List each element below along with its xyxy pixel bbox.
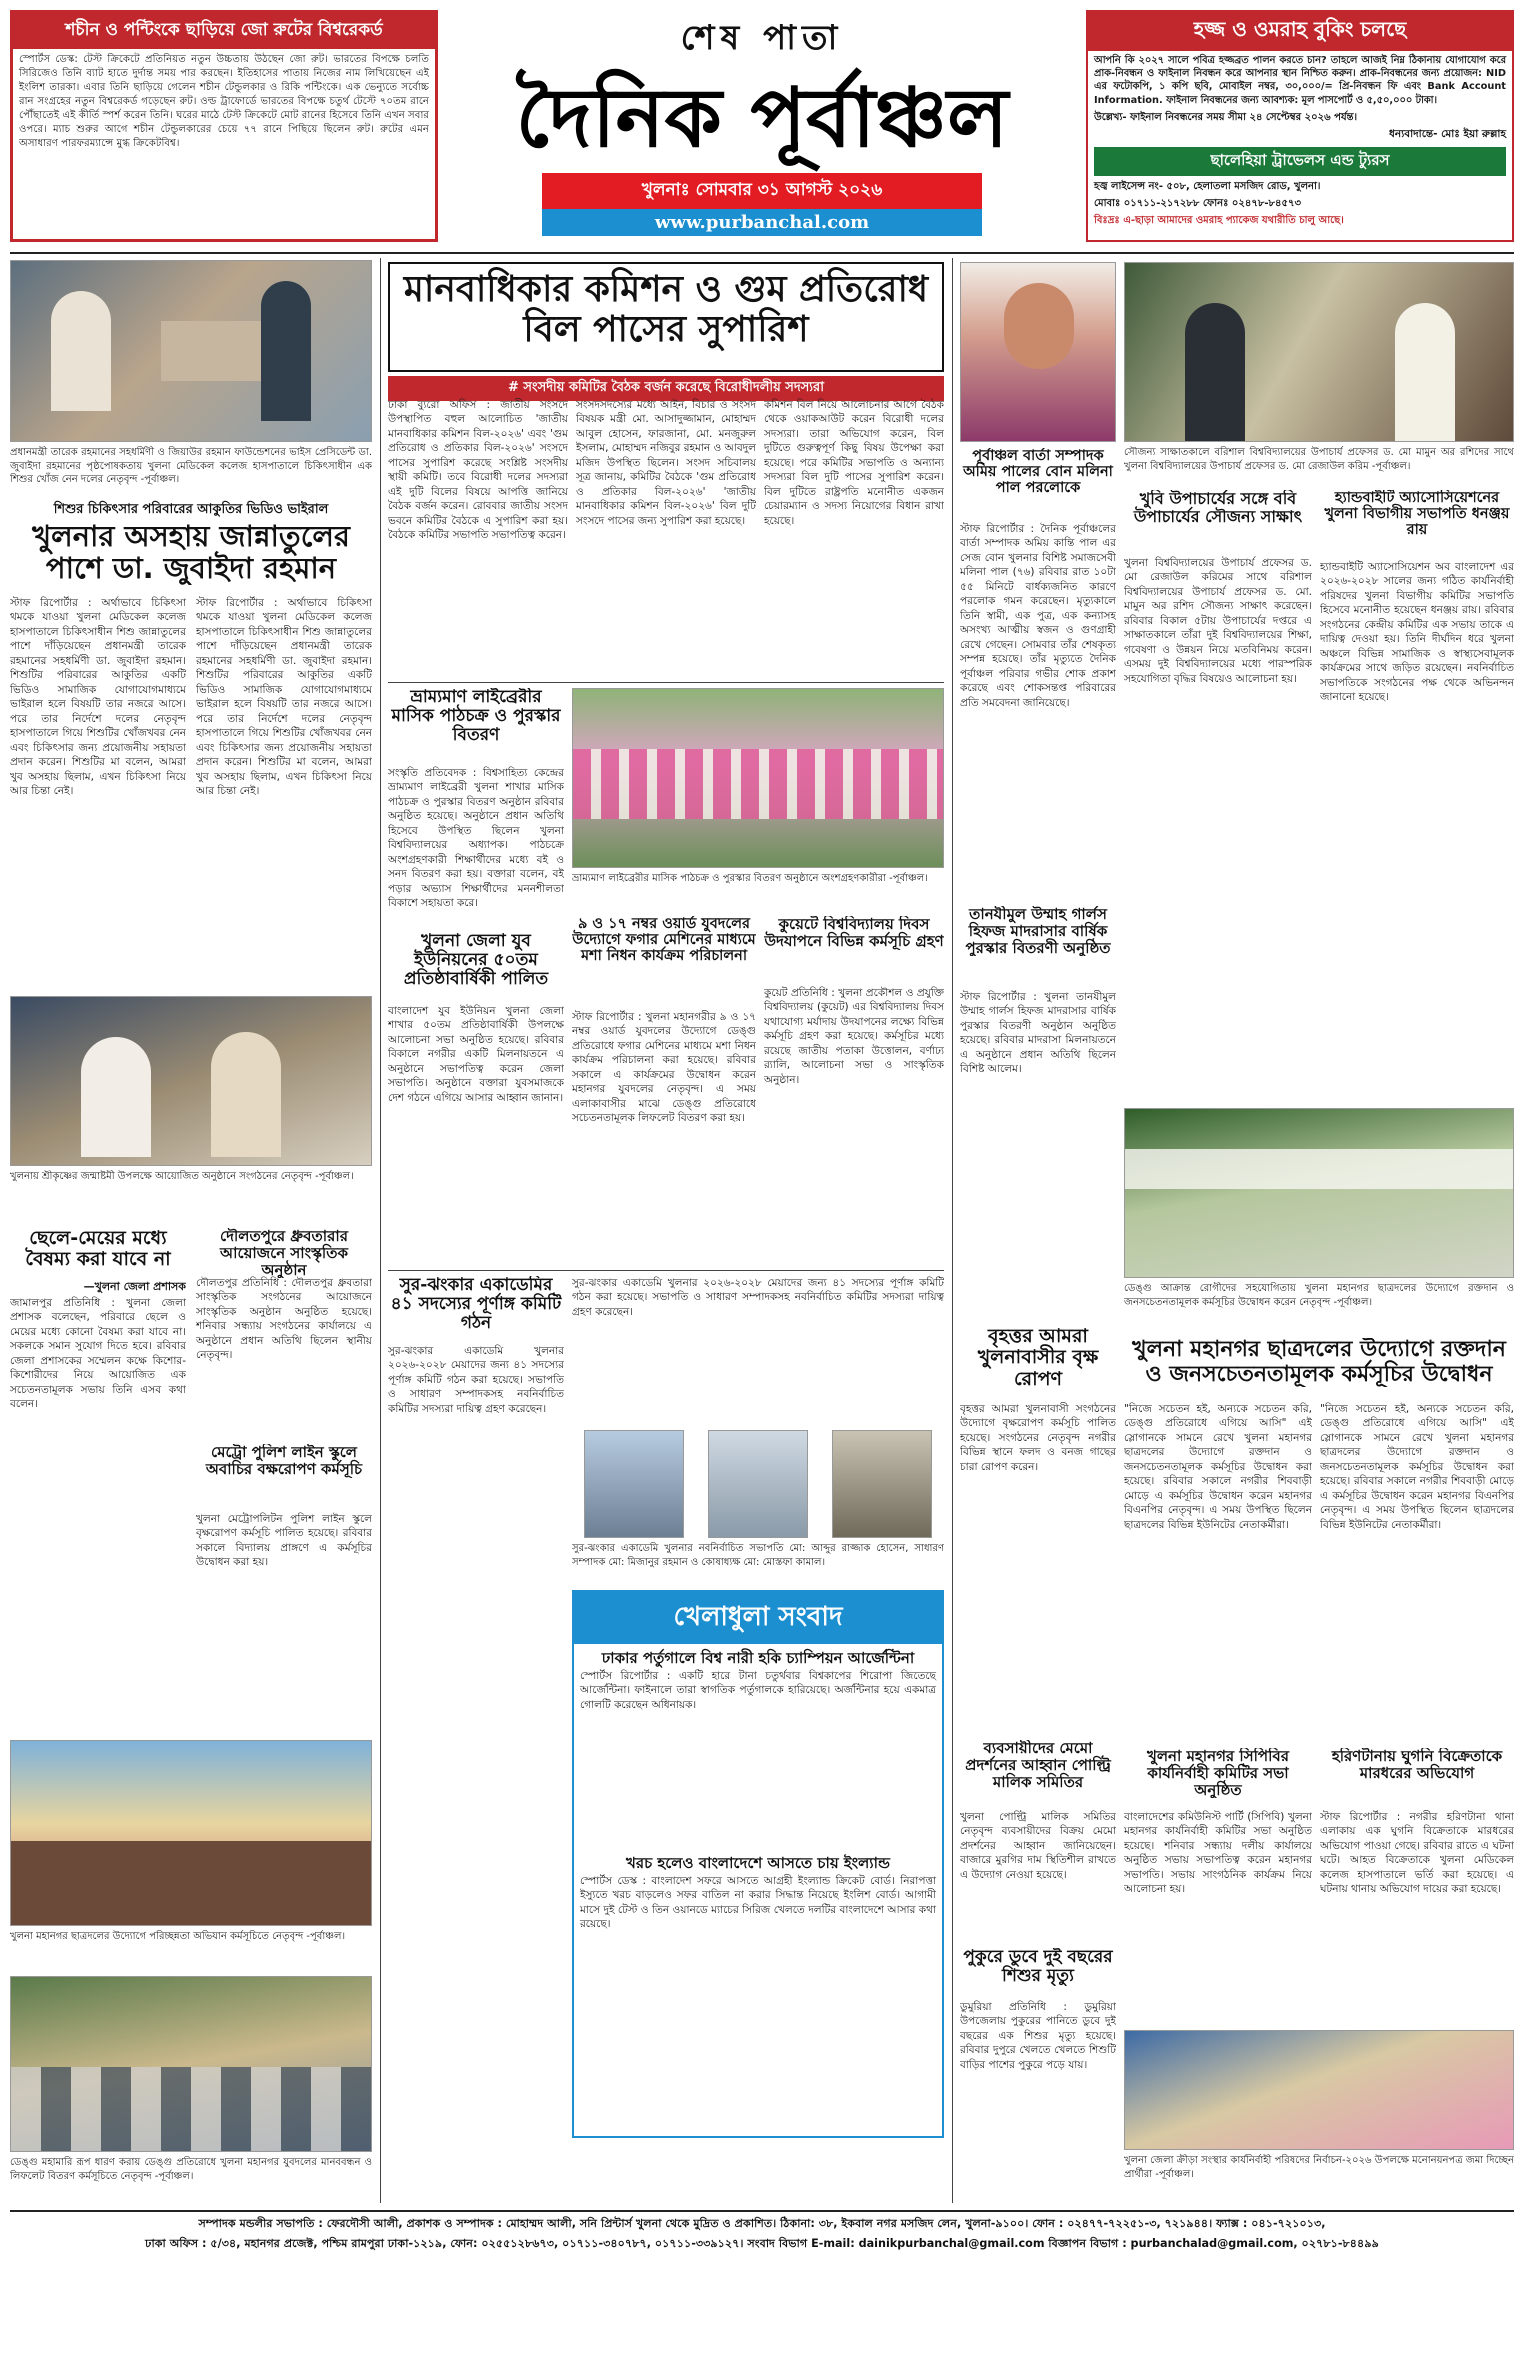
chhele-body: জামালপুর প্রতিনিধি : খুলনা জেলা প্রশাসক বলেছেন, পরিবারে ছেলে ও মেয়ের মধ্যে কোনো বৈষম্য করা যাবে না। সকলকে সমান সুযোগ দিতে হবে। রবিবার জেলা প্রশাসকের সম্মেলন কক্ষে কিশোর-কিশোরীদের নিয়ে আয়োজিত এক সচেতনতামূলক সভায় তিনি এসব কথা বলেন। bbox=[10, 1297, 186, 1411]
ribbon-photo bbox=[10, 1740, 372, 1926]
ad-phone: মোবাঃ ০১৭১১-২১৭২৮৮ ফোনঃ ০২৪৭৮-৮৪৫৭৩ bbox=[1094, 197, 1302, 209]
chhatra-headline: খুলনা মহানগর ছাত্রদলের উদ্যোগে রক্তদান ও জনসচেতনতামূলক কর্মসূচির উদ্বোধন bbox=[1132, 1338, 1506, 1387]
portrait-treasurer bbox=[832, 1430, 932, 1538]
dengue-photo bbox=[10, 1976, 372, 2152]
imprint-line-2: ঢাকা অফিস : ৫/৩৪, মহানগর প্রজেক্ট, পশ্চিম রামপুরা ঢাকা-১২১৯, ফোন: ০২৫৫১২৮৬৭৩, ০১৭১১-৩৪০৭৮৭, ০১৭১১-৩৩৯১২৭। সংবাদ বিভাগ E-mail: dainikpurbanchal@gmail.com বিজ্ঞাপন বিভাগ : purbanchalad@gmail.com, ০২৭৮১-৮৪৪৯৯ bbox=[145, 2237, 1379, 2250]
ad-title: হজ্জ ও ওমরাহ বুকিং চলছে bbox=[1088, 12, 1512, 51]
vc-caption: সৌজন্য সাক্ষাতকালে বরিশাল বিশ্ববিদ্যালয়ের উপাচার্য প্রফেসর ড. মো মামুন অর রশিদের সাথে খুলনা বিশ্ববিদ্যালয়ের উপাচার্য প্রফেসর ড. মো রেজাউল করিম -পূর্বাঞ্চল। bbox=[1124, 447, 1514, 472]
kuet-body: কুয়েট প্রতিনিধি : খুলনা প্রকৌশল ও প্রযুক্তি বিশ্ববিদ্যালয় (কুয়েট) এর বিশ্ববিদ্যালয় দিবস যথাযোগ্য মর্যাদায় উদযাপনের লক্ষ্যে বিভিন্ন কর্মসূচি গ্রহণ করা হয়েছে। কর্মসূচির মধ্যে রয়েছে জাতীয় পতাকা উত্তোলন, বর্ণাঢ্য র‍্যালি, আলোচনা সভা ও সাংস্কৃতিক অনুষ্ঠান। bbox=[764, 987, 944, 1086]
pukur-headline: পুকুরে ডুবে দুই বছরের শিশুর মৃত্যু bbox=[963, 1948, 1113, 1987]
sur-caption: সুর-ঝংকার একাডেমি খুলনার নবনির্বাচিত সভাপতি মো: আব্দুর রাজ্জাক হোসেন, সাধারণ সম্পাদক মো: মিজানুর রহমান ও কোষাধ্যক্ষ মো: মোস্তফা কামাল। bbox=[572, 1543, 944, 1568]
harin-body: স্টাফ রিপোর্টার : নগরীর হরিণটানা থানা এলাকায় এক ঘুগনি বিক্রেতাকে মারধরের অভিযোগ পাওয়া গেছে। রবিবার রাতে এ ঘটনা ঘটে। আহত বিক্রেতাকে খুলনা মেডিকেল কলেজ হাসপাতালে ভর্তি করা হয়েছে। এ ঘটনায় থানায় অভিযোগ দায়ের করা হয়েছে। bbox=[1320, 1811, 1514, 1896]
sports-headline-2: খরচ হলেও বাংলাদেশে আসতে চায় ইংল্যান্ড bbox=[625, 1853, 890, 1872]
brikkho-body: বৃহত্তর আমরা খুলনাবাসী সংগঠনের উদ্যোগে বৃক্ষরোপণ কর্মসূচি পালিত হয়েছে। সংগঠনের নেতৃবৃন্দ নগরীর বিভিন্ন স্থানে ফলদ ও বনজ গাছের চারা রোপণ করেন। bbox=[960, 1403, 1116, 1473]
chhatra-caption: ডেঙ্গু আক্রান্ত রোগীদের সহযোগিতায় খুলনা মহানগর ছাত্রদলের উদ্যোগে রক্তদান ও জনসচেতনতামূলক কর্মসূচির উদ্বোধন করেন নেতৃবৃন্দ -পূর্বাঞ্চল। bbox=[1124, 1283, 1514, 1308]
hospital-body-1: স্টাফ রিপোর্টার : অর্থাভাবে চিকিৎসা থমকে যাওয়া খুলনা মেডিকেল কলেজ হাসপাতালে চিকিৎসাধীন শিশু জান্নাতুলের পাশে দাঁড়িয়েছেন প্রধানমন্ত্রী তারেক রহমানের সহধর্মিণী ডা. জুবাইদা রহমান। শিশুটির পরিবারের আকুতির একটি ভিডিও সামাজিক যোগাযোগমাধ্যমে ভাইরাল হলে বিষয়টি তার নজরে আসে। পরে তার নির্দেশে দলের নেতৃবৃন্দ হাসপাতালে গিয়ে শিশুটির খোঁজখবর নেন এবং চিকিৎসার জন্য প্রয়োজনীয় সহায়তা প্রদান করেন। শিশুটির মা বলেন, আমরা খুব অসহায় ছিলাম, এখন চিকিৎসা নিয়ে আর চিন্তা নেই। bbox=[10, 597, 186, 798]
doulat-headline: দৌলতপুরে ধ্রুবতারার আয়োজনে সাংস্কৃতিক অনুষ্ঠান bbox=[220, 1228, 348, 1279]
ad-thanks: ধন্যবাদান্তে- মোঃ ইয়া রুল্লাহ bbox=[1389, 127, 1506, 140]
brikkho-headline: বৃহত্তর আমরা খুলনাবাসীর বৃক্ষ রোপণ bbox=[977, 1326, 1099, 1390]
hb-body: হ্যান্ডবাইটি অ্যাসোসিয়েশন অব বাংলাদেশ এর ২০২৬-২০২৮ সালের জন্য গঠিত কার্যনির্বাহী পরিষদের খুলনা বিভাগীয় কমিটির সভাপতি হিসেবে মনোনীত হয়েছেন ধনঞ্জয় রায়। রবিবার সংগঠনের কেন্দ্রীয় কমিটির এক সভায় তাকে এ দায়িত্ব দেওয়া হয়। তিনি দীর্ঘদিন ধরে খুলনা অঞ্চলে বিভিন্ন সামাজিক ও স্বাস্থ্যসেবামূলক কার্যক্রমের সাথে জড়িত রয়েছেন। নবনির্বাচিত সভাপতিকে সংগঠনের পক্ষ থেকে অভিনন্দন জানানো হয়েছে। bbox=[1320, 561, 1514, 704]
hospital-headline: খুলনার অসহায় জান্নাতুলের পাশে ডা. জুবাইদা রহমান bbox=[32, 520, 350, 585]
ad-deadline: উল্লেখ্য- ফাইনাল নিবন্ধনের সময় সীমা ২৪ সেপ্টেম্বর ২০২৬ পর্যন্ত। bbox=[1094, 111, 1358, 123]
sports-body-photo bbox=[1124, 2030, 1514, 2150]
portrait-president bbox=[584, 1430, 684, 1538]
chhele-byline: —খুলনা জেলা প্রশাসক bbox=[83, 1280, 186, 1293]
section-name: শেষ পাতা bbox=[680, 18, 844, 58]
lead-body-3: কমিশন বিল নিয়ে আলোচনার আগে বৈঠক থেকে ওয়াকআউট করেন বিরোধী দলের সদস্যরা। তারা অভিযোগ করেন, বিল দুটিতে গুরুত্বপূর্ণ কিছু বিষয় উপেক্ষা করা হয়েছে। পরে কমিটির সভাপতি ও অন্যান্য সদস্যরা বিল দুটি পাসের সুপারিশ করেন। বিল দুটিতে রাষ্ট্রপতি মনোনীত একজন চেয়ারম্যান ও সদস্য নিয়োগের বিধান রাখা হয়েছে। bbox=[764, 399, 944, 527]
chhatra-body-1: "নিজে সচেতন হই, অন্যকে সচেতন করি, ডেঙ্গু প্রতিরোধে এগিয়ে আসি" এই স্লোগানকে সামনে রেখে খুলনা মহানগর ছাত্রদলের উদ্যোগে রক্তদান ও জনসচেতনতামূলক কর্মসূচির উদ্বোধন করা হয়েছে। রবিবার সকালে নগরীর শিববাড়ী মোড়ে এ কর্মসূচির উদ্বোধন করেন মহানগর বিএনপির নেতৃবৃন্দ। এ সময় উপস্থিত ছিলেন ছাত্রদলের বিভিন্ন ইউনিটের নেতাকর্মীরা। bbox=[1124, 1403, 1312, 1531]
lead-headline-box bbox=[388, 262, 944, 372]
dengue-caption: ডেঙ্গু মহামারি রূপ ধারণ করায় ডেঙ্গু প্রতিরোধে খুলনা মহানগর যুবদলের মানববন্ধন ও লিফলেট বিতরণ কর্মসূচিতে নেতৃবৃন্দ -পূর্বাঞ্চল। bbox=[10, 2157, 372, 2182]
vc-body: খুলনা বিশ্ববিদ্যালয়ের উপাচার্য প্রফেসর ড. মো রেজাউল করিমের সাথে বরিশাল বিশ্ববিদ্যালয়ের উপাচার্য প্রফেসর ড. মো. মামুন অর রশিদ সৌজন্য সাক্ষাৎ করেছেন। রবিবার বিকাল ৫টায় উপাচার্যের দপ্তরে এ সাক্ষাতকালে তাঁরা দুই বিশ্ববিদ্যালয়ের শিক্ষা, গবেষণা ও উন্নয়ন নিয়ে মতবিনিময় করেন। এসময় দুই বিশ্ববিদ্যালয়ের মধ্যে পারস্পরিক সহযোগিতা বৃদ্ধির বিষয়েও আলোচনা হয়। bbox=[1124, 557, 1312, 685]
top-left-body: স্পোর্টস ডেস্ক: টেস্ট ক্রিকেটে প্রতিনিয়ত নতুন উচ্চতায় উঠছেন জো রুট। ভারতের বিপক্ষে চলতি সিরিজেও তিনি ব্যাট হাতে দুর্দান্ত সময় পার করছেন। ইতিহাসের পাতায় নিজের নাম লিখিয়েছেন এই ইংলিশ তারকা। এবার তিনি ছাড়িয়ে গেলেন শচীন টেন্ডুলকার ও রিকি পন্টিংকে। এক ভেন্যুতে সর্বোচ্চ রান সংগ্রহের নতুন বিশ্বরেকর্ড গড়েছেন রুট। ওল্ড ট্রাফোর্ডে ভারতের বিপক্ষে চতুর্থ টেস্টে ৭০তম রানে পৌঁছাতেই এই কীর্তি স্পর্শ করেন তিনি। ঘরের মাঠে টেস্ট ক্রিকেটে মোট রানের হিসেবে তিনি এখন সবার ওপরে। ম্যাচ শুরুর আগে শচীন টেন্ডুলকারের চেয়ে ৭৭ রানে পিছিয়ে ছিলেন রুট। রুটের এমন অসাধারণ পারফরম্যান্সে মুগ্ধ ক্রিকেটবিশ্ব। bbox=[19, 54, 429, 150]
cpb-headline: খুলনা মহানগর সিপিবির কার্যনির্বাহী কমিটির সভা অনুষ্ঠিত bbox=[1147, 1748, 1289, 1799]
chhele-headline: ছেলে-মেয়ের মধ্যে বৈষম্য করা যাবে না bbox=[25, 1228, 171, 1271]
metro-headline: মেট্রো পুলিশ লাইন স্কুলে অবাচির বক্ষরোপণ কর্মসূচি bbox=[205, 1444, 363, 1478]
vc-photo bbox=[1124, 262, 1514, 442]
hb-headline: হ্যান্ডবাইটি অ্যাসোসিয়েশনের খুলনা বিভাগীয় সভাপতি ধনঞ্জয় রায় bbox=[1324, 490, 1510, 539]
hospital-caption: প্রধানমন্ত্রী তারেক রহমানের সহধর্মিণী ও জিয়াউর রহমান ফাউন্ডেশনের ভাইস প্রেসিডেন্ট ডা. জুবাইদা রহমানের পৃষ্ঠপোষকতায় খুলনা মেডিকেল কলেজ হাসপাতালে চিকিৎসাধীন এক শিশুর খোঁজ নেন দলের নেতৃবৃন্দ -পূর্বাঞ্চল। bbox=[10, 447, 372, 485]
sur-body-2: সুর-ঝংকার একাডেমি খুলনার ২০২৬-২০২৮ মেয়াদের জন্য ৪১ সদস্যের পূর্ণাঙ্গ কমিটি গঠন করা হয়েছে। সভাপতি ও সাধারণ সম্পাদকসহ নবনির্বাচিত কমিটির সদস্যরা দায়িত্ব গ্রহণ করেছেন। bbox=[572, 1277, 944, 1318]
ribbon-caption: খুলনা মহানগর ছাত্রদলের উদ্যোগে পরিচ্ছন্নতা অভিযান কর্মসূচিতে নেতৃবৃন্দ -পূর্বাঞ্চল। bbox=[10, 1931, 346, 1942]
byabshayi-body: খুলনা পোল্ট্রি মালিক সমিতির নেতৃবৃন্দ ব্যবসায়ীদের বিক্রয় মেমো প্রদর্শনের আহ্বান জানিয়েছেন। বাজারে মুরগির দাম স্থিতিশীল রাখতে এ উদ্যোগ নেওয়া হয়েছে। bbox=[960, 1811, 1116, 1881]
newspaper-name: দৈনিক পূর্বাঞ্চল bbox=[515, 70, 1009, 166]
sur-body: সুর-ঝংকার একাডেমি খুলনার ২০২৬-২০২৮ মেয়াদের জন্য ৪১ সদস্যের পূর্ণাঙ্গ কমিটি গঠন করা হয়েছে। সভাপতি ও সাধারণ সম্পাদকসহ নবনির্বাচিত কমিটির সদস্যরা দায়িত্ব গ্রহণ করেছেন। bbox=[388, 1345, 564, 1415]
lead-body-1: ঢাকা ব্যুরো অফিস : জাতীয় সংসদে উপস্থাপিত বহুল আলোচিত 'জাতীয় মানবাধিকার কমিশন বিল-২০২৬' এবং 'গুম প্রতিরোধ ও প্রতিকার বিল-২০২৬' সংসদে পাসের সুপারিশ করেছে সংশ্লিষ্ট সংসদীয় স্থায়ী কমিটি। তবে বিরোধী দলের সদস্যরা এই দুটি বিলের বিষয়ে আপত্তি জানিয়ে বৈঠক বর্জন করেন। রোববার জাতীয় সংসদ ভবনে কমিটির বৈঠকে এ সুপারিশ করা হয়। বৈঠকে কমিটির সভাপতি সভাপতিত্ব করেন। bbox=[388, 399, 568, 542]
chhatra-body-2: "নিজে সচেতন হই, অন্যকে সচেতন করি, ডেঙ্গু প্রতিরোধে এগিয়ে আসি" এই স্লোগানকে সামনে রেখে খুলনা মহানগর ছাত্রদলের উদ্যোগে রক্তদান ও জনসচেতনতামূলক কর্মসূচির উদ্বোধন করা হয়েছে। রবিবার সকালে নগরীর শিববাড়ী মোড়ে এ কর্মসূচির উদ্বোধন করেন মহানগর বিএনপির নেতৃবৃন্দ। এ সময় উপস্থিত ছিলেন ছাত্রদলের বিভিন্ন ইউনিটের নেতাকর্মীরা। bbox=[1320, 1403, 1514, 1531]
ward-body: স্টাফ রিপোর্টার : খুলনা মহানগরীর ৯ ও ১৭ নম্বর ওয়ার্ড যুবদলের উদ্যোগে ডেঙ্গু প্রতিরোধে ফগার মেশিনের মাধ্যমে মশা নিধন কার্যক্রম পরিচালনা করা হয়েছে। রবিবার সকালে এ কার্যক্রমের উদ্বোধন করেন মহানগর যুবদলের নেতৃবৃন্দ। এ সময় এলাকাবাসীর মাঝে ডেঙ্গু প্রতিরোধে সচেতনতামূলক লিফলেট বিতরণ করা হয়। bbox=[572, 1011, 756, 1125]
masthead bbox=[446, 10, 1078, 250]
sur-portraits bbox=[572, 1430, 944, 1538]
jubo-body: বাংলাদেশ যুব ইউনিয়ন খুলনা জেলা শাখার ৫০তম প্রতিষ্ঠাবার্ষিকী উপলক্ষে আলোচনা সভা অনুষ্ঠিত হয়েছে। রবিবার বিকালে নগরীর একটি মিলনায়তনে এ অনুষ্ঠানে সভাপতিত্ব করেন জেলা সভাপতি। অনুষ্ঠানে বক্তারা যুবসমাজকে দেশ গঠনে এগিয়ে আসার আহ্বান জানান। bbox=[388, 1005, 564, 1104]
doulat-body: দৌলতপুর প্রতিনিধি : দৌলতপুর ধ্রুবতারা সাংস্কৃতিক সংগঠনের আয়োজনে সাংস্কৃতিক অনুষ্ঠান অনুষ্ঠিত হয়েছে। শনিবার সন্ধ্যায় সংগঠনের কার্যালয়ে এ অনুষ্ঠানে প্রধান অতিথি ছিলেন স্থানীয় নেতৃবৃন্দ। bbox=[196, 1277, 372, 1362]
sports-headline-1: ঢাকার পর্তুগালে বিশ্ব নারী হকি চ্যাম্পিয়ন আর্জেন্টিনা bbox=[601, 1649, 915, 1667]
sports-body-caption: খুলনা জেলা ক্রীড়া সংস্থার কার্যনির্বাহী পরিষদের নির্বাচন-২০২৬ উপলক্ষে মনোনয়নপত্র জমা দিচ্ছেন প্রার্থীরা -পূর্বাঞ্চল। bbox=[1124, 2155, 1514, 2180]
harin-headline: হরিণটানায় ঘুগনি বিক্রেতাকে মারধরের অভিযোগ bbox=[1331, 1748, 1503, 1782]
vc-headline: খুবি উপাচার্যের সঙ্গে ববি উপাচার্যের সৌজন্য সাক্ষাৎ bbox=[1133, 490, 1303, 526]
ad-address: হজ্ব লাইসেন্স নং- ৫০৮, হেলাতলা মসজিদ রোড, খুলনা। bbox=[1094, 180, 1321, 192]
cpb-body: বাংলাদেশের কমিউনিস্ট পার্টি (সিপিবি) খুলনা মহানগর কার্যনির্বাহী কমিটির সভা অনুষ্ঠিত হয়েছে। শনিবার সন্ধ্যায় দলীয় কার্যালয়ে অনুষ্ঠিত সভায় সভাপতিত্ব করেন মহানগর সভাপতি। সভায় সাংগঠনিক কার্যক্রম নিয়ে আলোচনা হয়। bbox=[1124, 1811, 1312, 1896]
dateline: খুলনাঃ সোমবার ৩১ আগস্ট ২০২৬ bbox=[542, 173, 982, 209]
ward-headline: ৯ ও ১৭ নম্বর ওয়ার্ড যুবদলের উদ্যোগে ফগার মেশিনের মাধ্যমে মশা নিধন কার্যক্রম পরিচালনা bbox=[572, 916, 756, 965]
portrait-secretary bbox=[708, 1430, 808, 1538]
puja-photo bbox=[10, 996, 372, 1166]
sports-section bbox=[572, 1590, 944, 2138]
library-caption: ভ্রাম্যমাণ লাইব্রেরীর মাসিক পাঠচক্র ও পুরস্কার বিতরণ অনুষ্ঠানে অংশগ্রহণকারীরা -পূর্বাঞ্চল। bbox=[572, 873, 928, 884]
sur-headline: সুর-ঝংকার একাডেমির ৪১ সদস্যের পূর্ণাঙ্গ কমিটি গঠন bbox=[390, 1276, 562, 1334]
top-left-box bbox=[10, 10, 438, 242]
jubo-headline: খুলনা জেলা যুব ইউনিয়নের ৫০তম প্রতিষ্ঠাবার্ষিকী পালিত bbox=[403, 932, 549, 990]
lead-headline: মানবাধিকার কমিশন ও গুম প্রতিরোধ বিল পাসের সুপারিশ bbox=[403, 269, 929, 351]
lead-kicker: # সংসদীয় কমিটির বৈঠক বর্জন করেছে বিরোধীদলীয় সদস্যরা bbox=[388, 376, 944, 401]
library-headline: ভ্রাম্যমাণ লাইব্রেরীর মাসিক পাঠচক্র ও পুরস্কার বিতরণ bbox=[391, 688, 561, 746]
hospital-kicker: শিশুর চিকিৎসার পরিবারের আকুতির ভিডিও ভাইরাল bbox=[53, 502, 329, 517]
hospital-body-2: স্টাফ রিপোর্টার : অর্থাভাবে চিকিৎসা থমকে যাওয়া খুলনা মেডিকেল কলেজ হাসপাতালে চিকিৎসাধীন শিশু জান্নাতুলের পাশে দাঁড়িয়েছেন প্রধানমন্ত্রী তারেক রহমানের সহধর্মিণী ডা. জুবাইদা রহমান। শিশুটির পরিবারের আকুতির একটি ভিডিও সামাজিক যোগাযোগমাধ্যমে ভাইরাল হলে বিষয়টি তার নজরে আসে। পরে তার নির্দেশে দলের নেতৃবৃন্দ হাসপাতালে গিয়ে শিশুটির খোঁজখবর নেন এবং চিকিৎসার জন্য প্রয়োজনীয় সহায়তা প্রদান করেন। শিশুটির মা বলেন, আমরা খুব অসহায় ছিলাম, এখন চিকিৎসা নিয়ে আর চিন্তা নেই। bbox=[196, 597, 372, 798]
ad-note: বিঃদ্রঃ এ-ছাড়া আমাদের ওমরাহ প্যাকেজ যথারীতি চালু আছে। bbox=[1094, 214, 1344, 226]
imprint-line-1: সম্পাদক মন্ডলীর সভাপতি : ফেরদৌসী আলী, প্রকাশক ও সম্পাদক : মোহাম্মদ আলী, সনি প্রিন্টার্স খুলনা থেকে মুদ্রিত ও প্রকাশিত। ঠিকানা: ৩৮, ইকবাল নগর মসজিদ লেন, খুলনা-৯১০০। ফোন : ০২৪৭৭-৭২২৫১-৩, ৭২১৯৪৪। ফ্যাক্স : ০৪১-৭২১০১৩, bbox=[198, 2217, 1326, 2230]
obit-body: স্টাফ রিপোর্টার : দৈনিক পূর্বাঞ্চলের বার্তা সম্পাদক অমিয় কান্তি পাল এর সেজ বোন খুলনার বিশিষ্ট সমাজসেবী মলিনা পাল (৭৬) রবিবার রাত ১০টা ৫৫ মিনিটে বার্ধক্যজনিত কারণে পরলোক গমন করেছেন। মৃত্যুকালে তিনি স্বামী, এক পুত্র, এক কন্যাসহ অসংখ্য আত্মীয় স্বজন ও গুণগ্রাহী রেখে গেছেন। সোমবার তাঁর শেষকৃত্য সম্পন্ন হয়েছে। তাঁর মৃত্যুতে দৈনিক পূর্বাঞ্চল পরিবার গভীর শোক প্রকাশ করেছে এবং শোকসন্তপ্ত পরিবারের প্রতি সমবেদনা জানিয়েছে। bbox=[960, 523, 1116, 709]
chhatra-photo bbox=[1124, 1108, 1514, 1278]
sports-body-2: স্পোর্টস ডেস্ক : বাংলাদেশ সফরে আসতে আগ্রহী ইংল্যান্ড ক্রিকেট বোর্ড। নিরাপত্তা ইস্যুতে খরচ বাড়লেও সফর বাতিল না করার সিদ্ধান্ত নিয়েছে ইংলিশ বোর্ড। আগামী মাসে দুই টেস্ট ও তিন ওয়ানডে ম্যাচের সিরিজ খেলতে দলটির বাংলাদেশে আসার কথা রয়েছে। bbox=[580, 1874, 936, 1931]
puja-caption: খুলনায় শ্রীকৃষ্ণের জন্মাষ্টমী উপলক্ষে আয়োজিত অনুষ্ঠানে সংগঠনের নেতৃবৃন্দ -পূর্বাঞ্চল। bbox=[10, 1171, 354, 1182]
sports-banner: খেলাধুলা সংবাদ bbox=[574, 1592, 942, 1644]
metro-body: খুলনা মেট্রোপলিটন পুলিশ লাইন স্কুলে বৃক্ষরোপণ কর্মসূচি পালিত হয়েছে। রবিবার সকালে বিদ্যালয় প্রাঙ্গণে এ কর্মসূচির উদ্বোধন করা হয়। bbox=[196, 1513, 372, 1569]
library-photo bbox=[572, 688, 944, 868]
ad-body: আপনি কি ২০২৭ সালে পবিত্র হজ্জব্রত পালন করতে চান? তাহলে আজই নিম্ন ঠিকানায় যোগাযোগ করে প্রাক-নিবন্ধন ও ফাইনাল নিবন্ধন করে আপনার স্থান নিশ্চিত করুন। প্রাক-নিবন্ধনের জন্য প্রয়োজন: NID এর ফটোকপি, ১ কপি ছবি, মোবাইল নম্বর, ৩০,০০০/= প্রি-নিবন্ধন ফি এবং Bank Account Information. ফাইনাল নিবন্ধনের জন্য আবশ্যক: মূল পাসপোর্ট ও ৫,৫০,০০০ টাকা। bbox=[1094, 55, 1506, 106]
byabshayi-headline: ব্যবসায়ীদের মেমো প্রদর্শনের আহ্বান পোল্ট্রি মালিক সমিতির bbox=[965, 1740, 1111, 1791]
tanzim-headline: তানযীমুল উম্মাহ গার্লস হিফজ মাদরাসার বার্ষিক পুরস্কার বিতরণী অনুষ্ঠিত bbox=[965, 906, 1111, 957]
sports-body-1: স্পোর্টস রিপোর্টার : একটি হারে টানা চতুর্থবার বিশ্বকাপের শিরোপা জিতেছে আর্জেন্টিনা। ফাইনালে তারা স্বাগতিক পর্তুগালকে হারিয়েছে। অর্জন্টিনার হয়ে একমাত্র গোলটি করেছেন অধিনায়ক। bbox=[580, 1669, 936, 1711]
library-body: সংস্কৃতি প্রতিবেদক : বিশ্বসাহিত্য কেন্দ্রের ভ্রাম্যমাণ লাইব্রেরী খুলনা শাখার মাসিক পাঠচক্র ও পুরস্কার বিতরণ অনুষ্ঠান রবিবার অনুষ্ঠিত হয়েছে। অনুষ্ঠানে প্রধান অতিথি হিসেবে উপস্থিত ছিলেন খুলনা বিশ্ববিদ্যালয়ের অধ্যাপক। পাঠচক্রে অংশগ্রহণকারী শিক্ষার্থীদের মধ্যে বই ও সনদ বিতরণ করা হয়। বক্তারা বলেন, বই পড়ার অভ্যাস শিক্ষার্থীদের মননশীলতা বিকাশে সহায়তা করে। bbox=[388, 767, 564, 910]
hospital-photo bbox=[10, 260, 372, 442]
obit-photo bbox=[960, 262, 1116, 442]
lead-body-2: সংসদসদস্যের মধ্যে আইন, বিচার ও সংসদ বিষয়ক মন্ত্রী মো. আসাদুজ্জামান, মোহাম্মদ আবুল হোসেন, ফারজানা, মো. মনজুরুল ইসলাম, মোহাম্মদ নজিবুর রহমান ও আবদুল মজিদ উপস্থিত ছিলেন। সংসদ সচিবালয় সূত্র জানায়, কমিটির বৈঠকে 'গুম প্রতিরোধ ও প্রতিকার বিল-২০২৬' 'জাতীয় মানবাধিকার কমিশন বিল-২০২৬' বিল দুটি সংসদে পাসের জন্য সুপারিশ করা হয়েছে। bbox=[576, 399, 756, 527]
kuet-headline: কুয়েটে বিশ্ববিদ্যালয় দিবস উদযাপনে বিভিন্ন কর্মসূচি গ্রহণ bbox=[764, 916, 944, 950]
obit-headline: পূর্বাঞ্চল বার্তা সম্পাদক অমিয় পালের বোন মলিনা পাল পরলোকে bbox=[963, 448, 1113, 497]
hajj-ad bbox=[1086, 10, 1514, 242]
ad-company: ছালেহিয়া ট্রাভেলস এন্ড ট্যুরস bbox=[1094, 147, 1506, 176]
tanzim-body: স্টাফ রিপোর্টার : খুলনা তানযীমুল উম্মাহ গার্লস হিফজ মাদরাসার বার্ষিক পুরস্কার বিতরণী অনুষ্ঠান অনুষ্ঠিত হয়েছে। রবিবার মাদরাসা মিলনায়তনে এ অনুষ্ঠানে প্রধান অতিথি ছিলেন বিশিষ্ট আলেম। bbox=[960, 991, 1116, 1076]
top-left-title: শচীন ও পন্টিংকে ছাড়িয়ে জো রুটের বিশ্বরেকর্ড bbox=[13, 13, 435, 49]
pukur-body: ডুমুরিয়া প্রতিনিধি : ডুমুরিয়া উপজেলায় পুকুরের পানিতে ডুবে দুই বছরের এক শিশুর মৃত্যু হয়েছে। রবিবার দুপুরে খেলতে খেলতে শিশুটি বাড়ির পাশের পুকুরে পড়ে যায়। bbox=[960, 2001, 1116, 2071]
website-link[interactable]: www.purbanchal.com bbox=[542, 209, 982, 236]
